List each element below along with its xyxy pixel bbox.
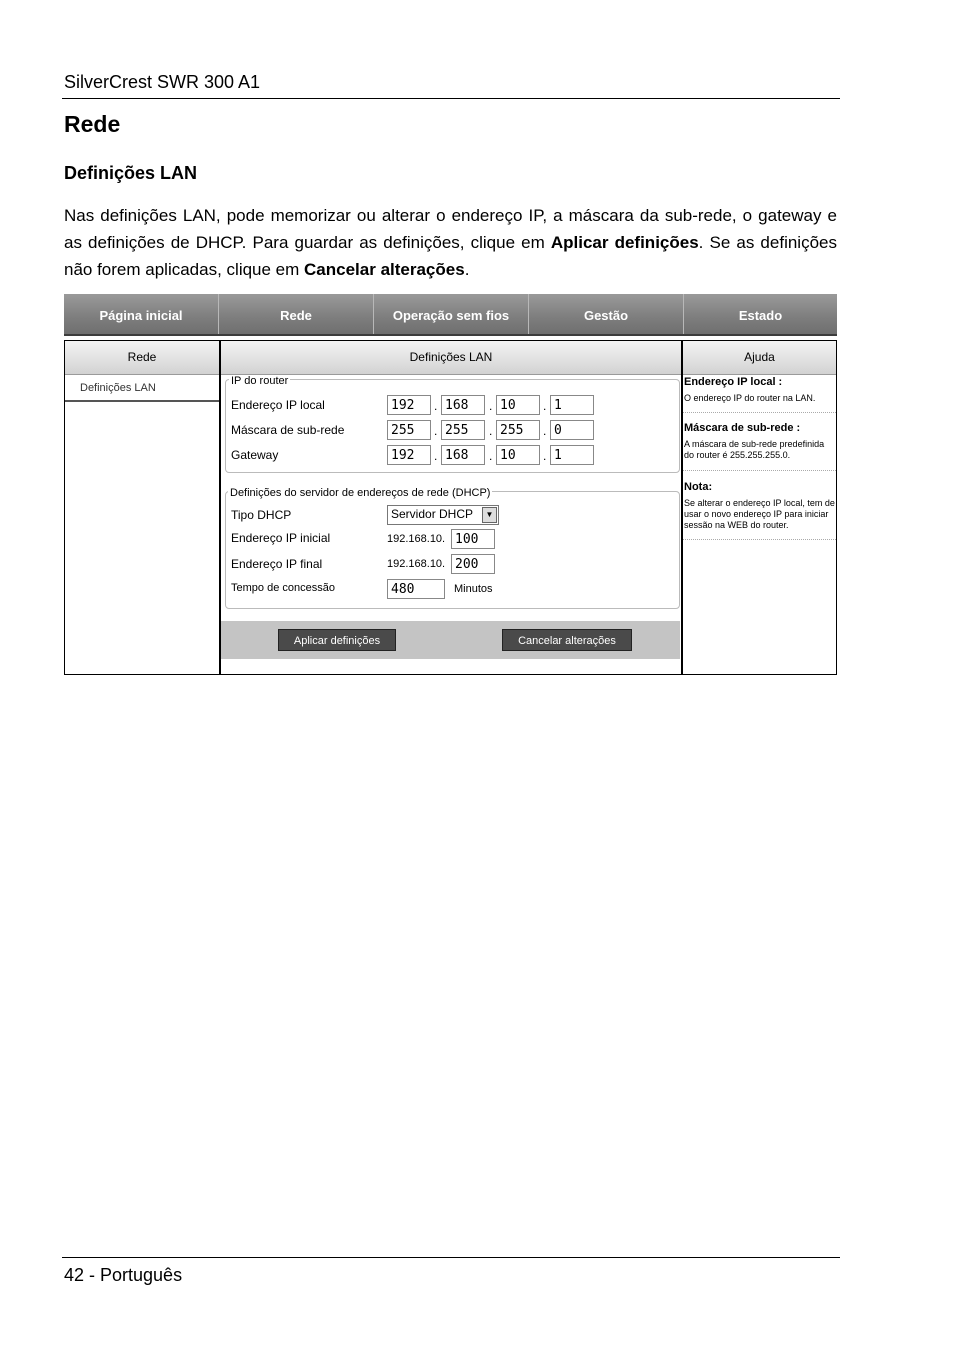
- left-menu: [64, 340, 220, 675]
- page-title: Rede: [64, 111, 121, 137]
- dot-separator: .: [543, 399, 547, 413]
- local-ip-octet-2[interactable]: 168: [441, 395, 485, 415]
- router-ui-screenshot: [64, 294, 837, 675]
- dot-separator: .: [543, 424, 547, 438]
- footer-rule: [62, 1257, 840, 1258]
- help-divider: [683, 412, 836, 413]
- dot-separator: .: [489, 424, 493, 438]
- end-ip-prefix: 192.168.10.: [387, 558, 446, 570]
- start-ip-prefix: 192.168.10.: [387, 533, 446, 545]
- end-ip-input[interactable]: 200: [451, 554, 495, 574]
- apply-settings-button[interactable]: Aplicar definições: [278, 629, 396, 651]
- main-panel: [220, 340, 682, 675]
- cancel-changes-button[interactable]: Cancelar alterações: [502, 629, 632, 651]
- dot-separator: .: [489, 399, 493, 413]
- local-ip-octet-3[interactable]: 10: [496, 395, 540, 415]
- local-ip-octet-1[interactable]: 192: [387, 395, 431, 415]
- chevron-down-icon[interactable]: ▼: [482, 507, 497, 523]
- subnet-mask-label: Máscara de sub-rede: [231, 423, 345, 437]
- intro-paragraph: Nas definições LAN, pode memorizar ou alterar o endereço IP, a máscara da sub-rede, o gateway e as definições de DHCP. Para guardar as definições, clique em Aplicar definições. Se as definições não forem aplicadas, clique em Cancelar alterações.: [64, 206, 837, 279]
- nav-home[interactable]: Página inicial: [64, 294, 219, 334]
- help-heading: Ajuda: [683, 341, 836, 375]
- document-header: SilverCrest SWR 300 A1: [64, 72, 261, 92]
- help-local-ip-title: Endereço IP local :: [684, 376, 783, 388]
- router-ip-legend: IP do router: [231, 375, 289, 387]
- help-note-title: Nota:: [684, 481, 713, 493]
- lease-time-label: Tempo de concessão: [231, 582, 335, 594]
- main-panel-heading: Definições LAN: [221, 341, 681, 375]
- subnet-mask-octet-4[interactable]: 0: [550, 420, 594, 440]
- subnet-mask-octet-3[interactable]: 255: [496, 420, 540, 440]
- lease-time-input[interactable]: 480: [387, 579, 445, 599]
- nav-status[interactable]: Estado: [738, 308, 783, 323]
- gateway-octet-1[interactable]: 192: [387, 445, 431, 465]
- nav-network[interactable]: Rede: [219, 294, 374, 334]
- dhcp-type-label: Tipo DHCP: [231, 508, 292, 522]
- nav-management[interactable]: Gestão: [529, 294, 684, 334]
- gateway-octet-2[interactable]: 168: [441, 445, 485, 465]
- gateway-octet-3[interactable]: 10: [496, 445, 540, 465]
- local-ip-octet-4[interactable]: 1: [550, 395, 594, 415]
- left-menu-heading: Rede: [65, 341, 219, 375]
- lease-time-unit: Minutos: [454, 583, 493, 595]
- end-ip-label: Endereço IP final: [231, 557, 323, 571]
- start-ip-label: Endereço IP inicial: [231, 531, 331, 545]
- start-ip-input[interactable]: 100: [451, 529, 495, 549]
- help-divider: [683, 539, 836, 540]
- dot-separator: .: [434, 424, 438, 438]
- help-note-text: Se alterar o endereço IP local, tem de usar o novo endereço IP para iniciar sessão na WEB do router.: [684, 498, 835, 530]
- top-navigation: [64, 294, 837, 336]
- section-title: Definições LAN: [64, 163, 198, 183]
- help-divider: [683, 470, 836, 471]
- dot-separator: .: [543, 449, 547, 463]
- button-bar: [221, 621, 680, 659]
- gateway-octet-4[interactable]: 1: [550, 445, 594, 465]
- local-ip-label: Endereço IP local: [231, 398, 325, 412]
- header-rule: [62, 98, 840, 99]
- subnet-mask-octet-1[interactable]: 255: [387, 420, 431, 440]
- nav-wireless[interactable]: Operação sem fios: [374, 294, 529, 334]
- help-subnet-title: Máscara de sub-rede :: [684, 422, 801, 434]
- menu-item-lan-settings[interactable]: Definições LAN: [65, 374, 219, 402]
- dot-separator: .: [434, 399, 438, 413]
- dot-separator: .: [489, 449, 493, 463]
- help-local-ip-text: O endereço IP do router na LAN.: [684, 393, 816, 403]
- gateway-label: Gateway: [231, 448, 279, 462]
- subnet-mask-octet-2[interactable]: 255: [441, 420, 485, 440]
- dhcp-legend: Definições do servidor de endereços de rede (DHCP): [230, 487, 491, 499]
- dhcp-type-select[interactable]: [387, 505, 499, 525]
- help-subnet-text: A máscara de sub-rede predefinida do router é 255.255.255.0.: [684, 439, 825, 460]
- page-footer: 42 - Português: [64, 1265, 183, 1285]
- dhcp-type-value: Servidor DHCP: [391, 507, 474, 521]
- dot-separator: .: [434, 449, 438, 463]
- help-panel: [682, 340, 837, 675]
